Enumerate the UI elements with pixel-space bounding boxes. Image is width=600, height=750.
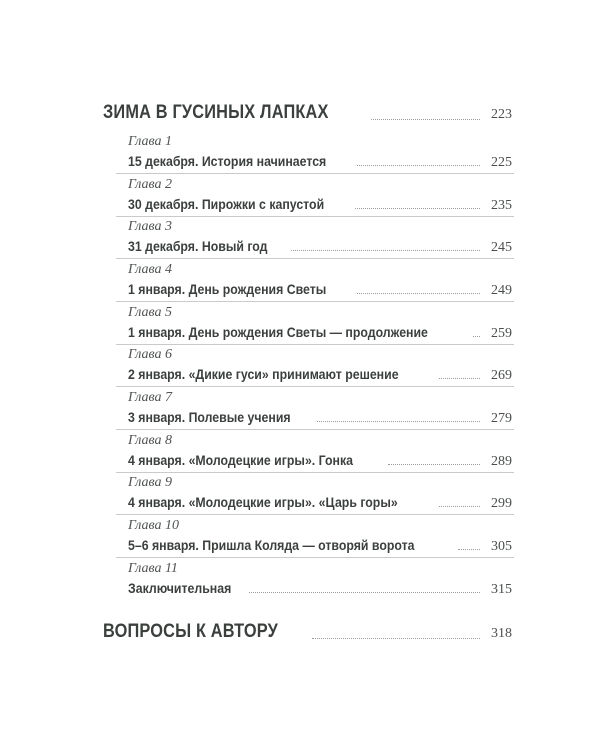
chapter-line (128, 450, 512, 470)
dot-leader (357, 293, 480, 294)
toc-chapter (128, 133, 512, 171)
chapter-page-number: 249 (491, 283, 512, 298)
dot-leader (317, 421, 480, 422)
section-page-number: 223 (491, 107, 512, 122)
chapter-page-number: 245 (491, 240, 512, 255)
divider (116, 344, 514, 345)
chapter-title: 5–6 января. Пришла Коляда — отворяй ворота (128, 537, 415, 553)
toc-section-winter (103, 102, 512, 124)
chapter-line (128, 492, 512, 512)
chapter-page-number: 235 (491, 198, 512, 213)
toc-chapter (128, 474, 512, 512)
chapter-page-number: 259 (491, 326, 512, 341)
chapter-title: Заключительная (128, 580, 232, 596)
chapter-line (128, 236, 512, 256)
chapter-page-number: 315 (491, 582, 512, 597)
section-page-number: 318 (491, 626, 512, 641)
chapter-line (128, 322, 512, 342)
chapter-label: Глава 6 (128, 347, 172, 362)
chapter-line (128, 364, 512, 384)
chapter-page-number: 225 (491, 155, 512, 170)
chapter-label: Глава 11 (128, 561, 178, 576)
dot-leader (371, 119, 480, 120)
divider (116, 216, 514, 217)
chapter-label: Глава 10 (128, 518, 179, 533)
chapter-title: 1 января. День рождения Светы (128, 281, 327, 297)
dot-leader (388, 464, 480, 465)
dot-leader (291, 250, 480, 251)
toc-section-questions (103, 621, 512, 643)
chapter-title: 4 января. «Молодецкие игры». «Царь горы» (128, 494, 398, 510)
chapter-label: Глава 8 (128, 433, 172, 448)
divider (116, 386, 514, 387)
divider (116, 429, 514, 430)
chapter-page-number: 269 (491, 368, 512, 383)
chapter-page-number: 289 (491, 454, 512, 469)
chapter-title: 2 января. «Дикие гуси» принимают решение (128, 366, 399, 382)
section-title: ЗИМА В ГУСИНЫХ ЛАПКАХ (103, 102, 329, 123)
chapter-line (128, 578, 512, 598)
toc-chapter (128, 389, 512, 427)
dot-leader (355, 208, 480, 209)
chapter-page-number: 305 (491, 539, 512, 554)
toc-chapter (128, 261, 512, 299)
dot-leader (458, 549, 480, 550)
dot-leader (249, 592, 480, 593)
chapter-label: Глава 7 (128, 390, 172, 405)
dot-leader (439, 506, 481, 507)
chapter-label: Глава 4 (128, 262, 172, 277)
chapter-title: 1 января. День рождения Светы — продолжение (128, 324, 428, 340)
divider (116, 301, 514, 302)
chapter-label: Глава 9 (128, 475, 172, 490)
chapter-label: Глава 1 (128, 134, 172, 149)
dot-leader (312, 638, 480, 639)
chapter-page-number: 299 (491, 496, 512, 511)
toc-chapter (128, 304, 512, 342)
chapter-title: 31 декабря. Новый год (128, 238, 268, 254)
divider (116, 173, 514, 174)
divider (116, 258, 514, 259)
chapter-title: 4 января. «Молодецкие игры». Гонка (128, 452, 353, 468)
toc-chapter (128, 346, 512, 384)
toc-chapter (128, 432, 512, 470)
dot-leader (439, 378, 480, 379)
chapter-label: Глава 3 (128, 219, 172, 234)
toc-chapter (128, 218, 512, 256)
chapter-title: 3 января. Полевые учения (128, 409, 291, 425)
toc-chapter (128, 176, 512, 214)
chapter-line (128, 151, 512, 171)
chapter-line (128, 535, 512, 555)
toc-chapter (128, 560, 512, 598)
chapter-title: 30 декабря. Пирожки с капустой (128, 196, 325, 212)
dot-leader (473, 336, 480, 337)
chapter-title: 15 декабря. История начинается (128, 153, 327, 169)
chapter-line (128, 194, 512, 214)
toc-chapter (128, 517, 512, 555)
chapter-label: Глава 5 (128, 305, 172, 320)
chapter-label: Глава 2 (128, 177, 172, 192)
divider (116, 472, 514, 473)
chapter-line (128, 407, 512, 427)
section-title: ВОПРОСЫ К АВТОРУ (103, 621, 278, 642)
chapter-page-number: 279 (491, 411, 512, 426)
divider (116, 514, 514, 515)
dot-leader (357, 165, 480, 166)
chapter-line (128, 279, 512, 299)
divider (116, 557, 514, 558)
